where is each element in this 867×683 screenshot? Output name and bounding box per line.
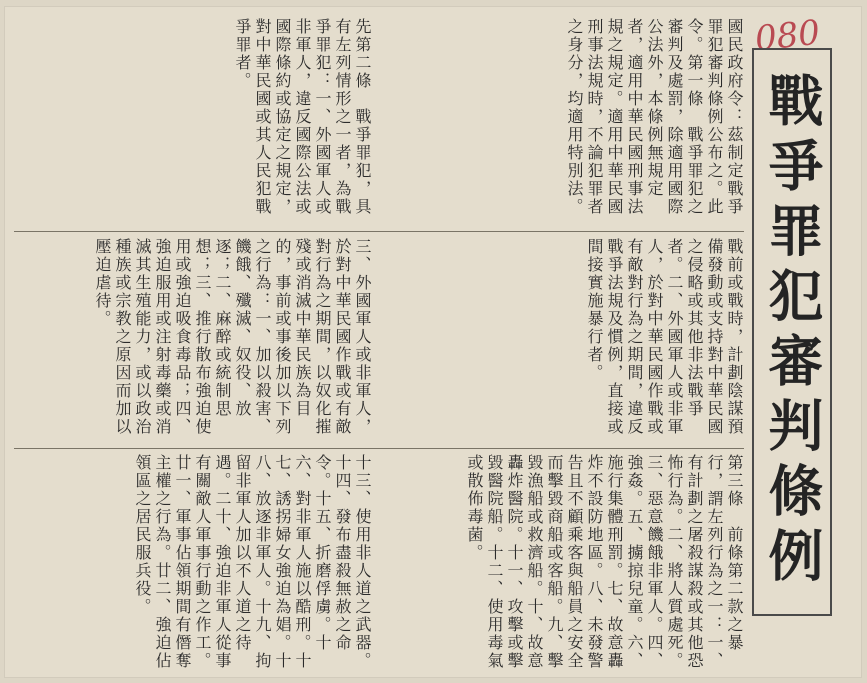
text-paragraph: 三、外國軍人或非軍人，於對中華民國作戰或有敵對行為之期間，以奴化摧殘或消滅中華民族為目的，事前或事後加以下列之行為：一、加以殺害、饑餓、殲滅、奴役、放逐；二、麻醉或統制思想；三、推行散布強迫使用或強迫吸食毒品；四、強迫服用或注射毒藥或消滅其生殖能力，或以政治種族或宗教之原因而加以壓迫虐待。 (93, 238, 372, 436)
document-title: 戰爭罪犯審判條例 (759, 72, 824, 592)
text-paragraph: 第三條 前條第二款之暴行，謂左列行為之一：一、有計劃之屠殺謀殺或其他恐怖行為。二、將人質處死。三、惡意饑餓非軍人。四、強姦。五、擄掠兒童。六、施行集體刑罰。七、故意轟炸不設防地區。八、未發警告且不顧乘客與船員之安全而擊毀商船或客船。九、擊毀漁船或救濟船。十、故意轟炸醫院。十一、攻擊或擊毀醫院船。十二、使用毒氣或散佈毒菌。 (465, 454, 744, 670)
text-block-middle-right (364, 238, 744, 444)
text-block-bottom-left (14, 454, 372, 674)
text-block-bottom-right (364, 454, 744, 674)
text-block-top-left (14, 18, 372, 226)
handwritten-note: 080 (753, 12, 822, 60)
newspaper-clipping (4, 6, 862, 678)
text-block-top-right (364, 18, 744, 226)
text-paragraph: 先第二條 戰爭罪犯，具有左列情形之一者，為戰爭罪犯：一、外國軍人或非軍人，違反國際公法或國際條約或協定之規定，對中華民國或其人民犯戰爭罪者。 (233, 18, 372, 216)
text-block-middle-left (14, 238, 372, 444)
title-box (752, 48, 832, 616)
text-paragraph: 戰前或戰時，計劃陰謀預備發動或支持對中華民國之侵略或其他非法戰爭者。二、外國軍人或非軍人，於對中華民國作戰或有敵對行為之期間，違反戰爭法規及慣例，直接或間接實施暴行者。 (585, 238, 744, 436)
text-paragraph: 國民政府令：茲制定戰爭罪犯審判條例公布之。此令。第一條 戰爭罪犯之審判及處罰，除適用國際公法外，本條例無規定者，適用中華民國刑事法規之規定。適用中華民國刑事法規時，不論犯罪者之身分，均適用特別法。 (565, 18, 744, 216)
text-paragraph: 十三、使用非人道之武器。十四、發布盡殺無赦之命令。十五、折磨俘虜。十六、對非軍人施以酷刑。十七、誘拐婦女強迫為娼。十八、放逐非軍人。十九、拘留非軍人加以不人道之待遇。二十、強迫非軍人從事有關敵人軍事行動之作工。廿一、軍事佔領期間有僭奪主權之行為。廿二、強迫佔領區之居民服兵役。 (133, 454, 372, 670)
row-divider (14, 231, 744, 232)
row-divider (14, 448, 744, 449)
